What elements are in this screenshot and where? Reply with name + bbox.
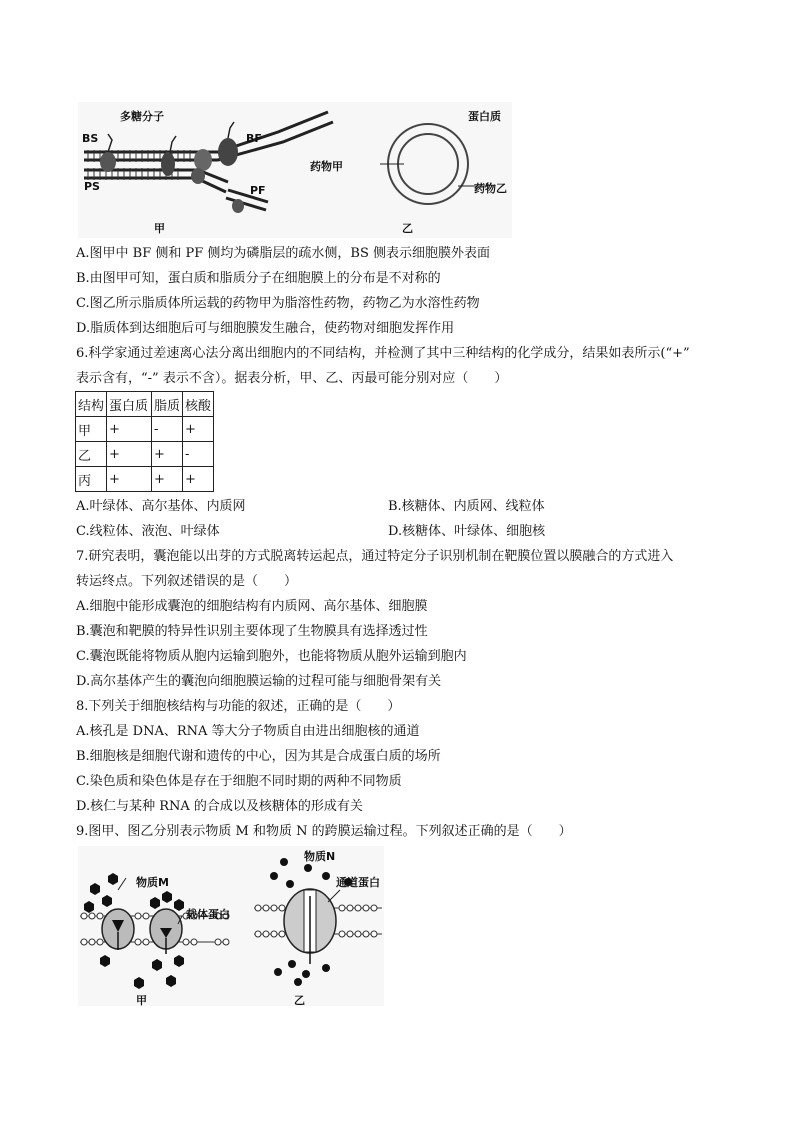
table-row xyxy=(76,417,214,442)
table-cell: + xyxy=(152,467,183,492)
drug-b-label: 药物乙 xyxy=(474,182,507,195)
q8-option-a: A.核孔是 DNA、RNA 等大分子物质自由进出细胞核的通道 xyxy=(76,724,420,739)
membrane-figure xyxy=(78,102,512,238)
q5-option-b: B.由图甲可知，蛋白质和脂质分子在细胞膜上的分布是不对称的 xyxy=(76,271,441,286)
figure-yi-label-2: 乙 xyxy=(294,994,305,1007)
table-cell: + xyxy=(152,442,183,467)
figure-jia-label: 甲 xyxy=(154,222,165,235)
table-header-cell: 脂质 xyxy=(152,392,183,417)
q8-stem: 8.下列关于细胞核结构与功能的叙述，正确的是（ ） xyxy=(76,699,401,714)
q7-option-d: D.高尔基体产生的囊泡向细胞膜运输的过程可能与细胞骨架有关 xyxy=(76,674,442,689)
q6-option-c: C.线粒体、液泡、叶绿体 xyxy=(76,524,220,539)
channel-protein-label: 通道蛋白 xyxy=(336,876,380,889)
table-header-cell: 核酸 xyxy=(183,392,214,417)
substance-m-label: 物质M xyxy=(136,876,169,889)
q5-option-a: A.图甲中 BF 侧和 PF 侧均为磷脂层的疏水侧，BS 侧表示细胞膜外表面 xyxy=(76,246,490,261)
q7-stem-line1: 7.研究表明，囊泡能以出芽的方式脱离转运起点，通过特定分子识别机制在靶膜位置以膜融合的方式进入 xyxy=(76,549,674,564)
bf-label: BF xyxy=(246,132,262,145)
table-cell: 甲 xyxy=(76,417,107,442)
q8-option-d: D.核仁与某种 RNA 的合成以及核糖体的形成有关 xyxy=(76,799,363,814)
table-row xyxy=(76,467,214,492)
transport-figure xyxy=(78,846,384,1006)
q7-stem-line2: 转运终点。下列叙述错误的是（ ） xyxy=(76,574,298,589)
table-cell: + xyxy=(107,442,152,467)
table-cell: 乙 xyxy=(76,442,107,467)
q6-stem-line2: 表示含有，“-” 表示不含）。据表分析，甲、乙、丙最可能分别对应（ ） xyxy=(76,371,508,386)
figure-jia-label-2: 甲 xyxy=(136,994,147,1007)
q5-option-c: C.图乙所示脂质体所运载的药物甲为脂溶性药物，药物乙为水溶性药物 xyxy=(76,296,480,311)
polysaccharide-label: 多糖分子 xyxy=(120,110,164,123)
pf-label: PF xyxy=(250,184,266,197)
q7-option-a: A.细胞中能形成囊泡的细胞结构有内质网、高尔基体、细胞膜 xyxy=(76,599,428,614)
table-cell: + xyxy=(107,417,152,442)
table-cell: 丙 xyxy=(76,467,107,492)
protein-label: 蛋白质 xyxy=(468,110,501,123)
q6-table xyxy=(75,391,214,492)
ps-label: PS xyxy=(84,180,100,193)
table-row xyxy=(76,442,214,467)
q6-option-b: B.核糖体、内质网、线粒体 xyxy=(388,499,545,514)
q6-stem-line1: 6.科学家通过差速离心法分离出细胞内的不同结构，并检测了其中三种结构的化学成分，结果如表所示(“+” xyxy=(76,346,690,361)
carrier-protein-label: 载体蛋白 xyxy=(186,908,230,921)
table-cell: + xyxy=(107,467,152,492)
figure-yi-label: 乙 xyxy=(402,222,413,235)
table-header-cell: 结构 xyxy=(76,392,107,417)
table-cell: - xyxy=(183,442,214,467)
q6-option-a: A.叶绿体、高尔基体、内质网 xyxy=(76,499,246,514)
table-cell: + xyxy=(183,417,214,442)
q8-option-c: C.染色质和染色体是存在于细胞不同时期的两种不同物质 xyxy=(76,774,402,789)
drug-a-label: 药物甲 xyxy=(310,160,343,173)
q7-option-c: C.囊泡既能将物质从胞内运输到胞外，也能将物质从胞外运输到胞内 xyxy=(76,649,467,664)
bs-label: BS xyxy=(82,132,99,145)
transport-figure-graphic xyxy=(78,846,384,1006)
q9-stem: 9.图甲、图乙分别表示物质 M 和物质 N 的跨膜运输过程。下列叙述正确的是（ ） xyxy=(76,824,572,839)
table-cell: + xyxy=(183,467,214,492)
substance-n-label: 物质N xyxy=(304,850,336,863)
q8-option-b: B.细胞核是细胞代谢和遗传的中心，因为其是合成蛋白质的场所 xyxy=(76,749,441,764)
table-header-row xyxy=(76,392,214,417)
q6-option-d: D.核糖体、叶绿体、细胞核 xyxy=(388,524,546,539)
table-cell: - xyxy=(152,417,183,442)
q5-option-d: D.脂质体到达细胞后可与细胞膜发生融合，使药物对细胞发挥作用 xyxy=(76,321,455,336)
q7-option-b: B.囊泡和靶膜的特异性识别主要体现了生物膜具有选择透过性 xyxy=(76,624,428,639)
table-header-cell: 蛋白质 xyxy=(107,392,152,417)
